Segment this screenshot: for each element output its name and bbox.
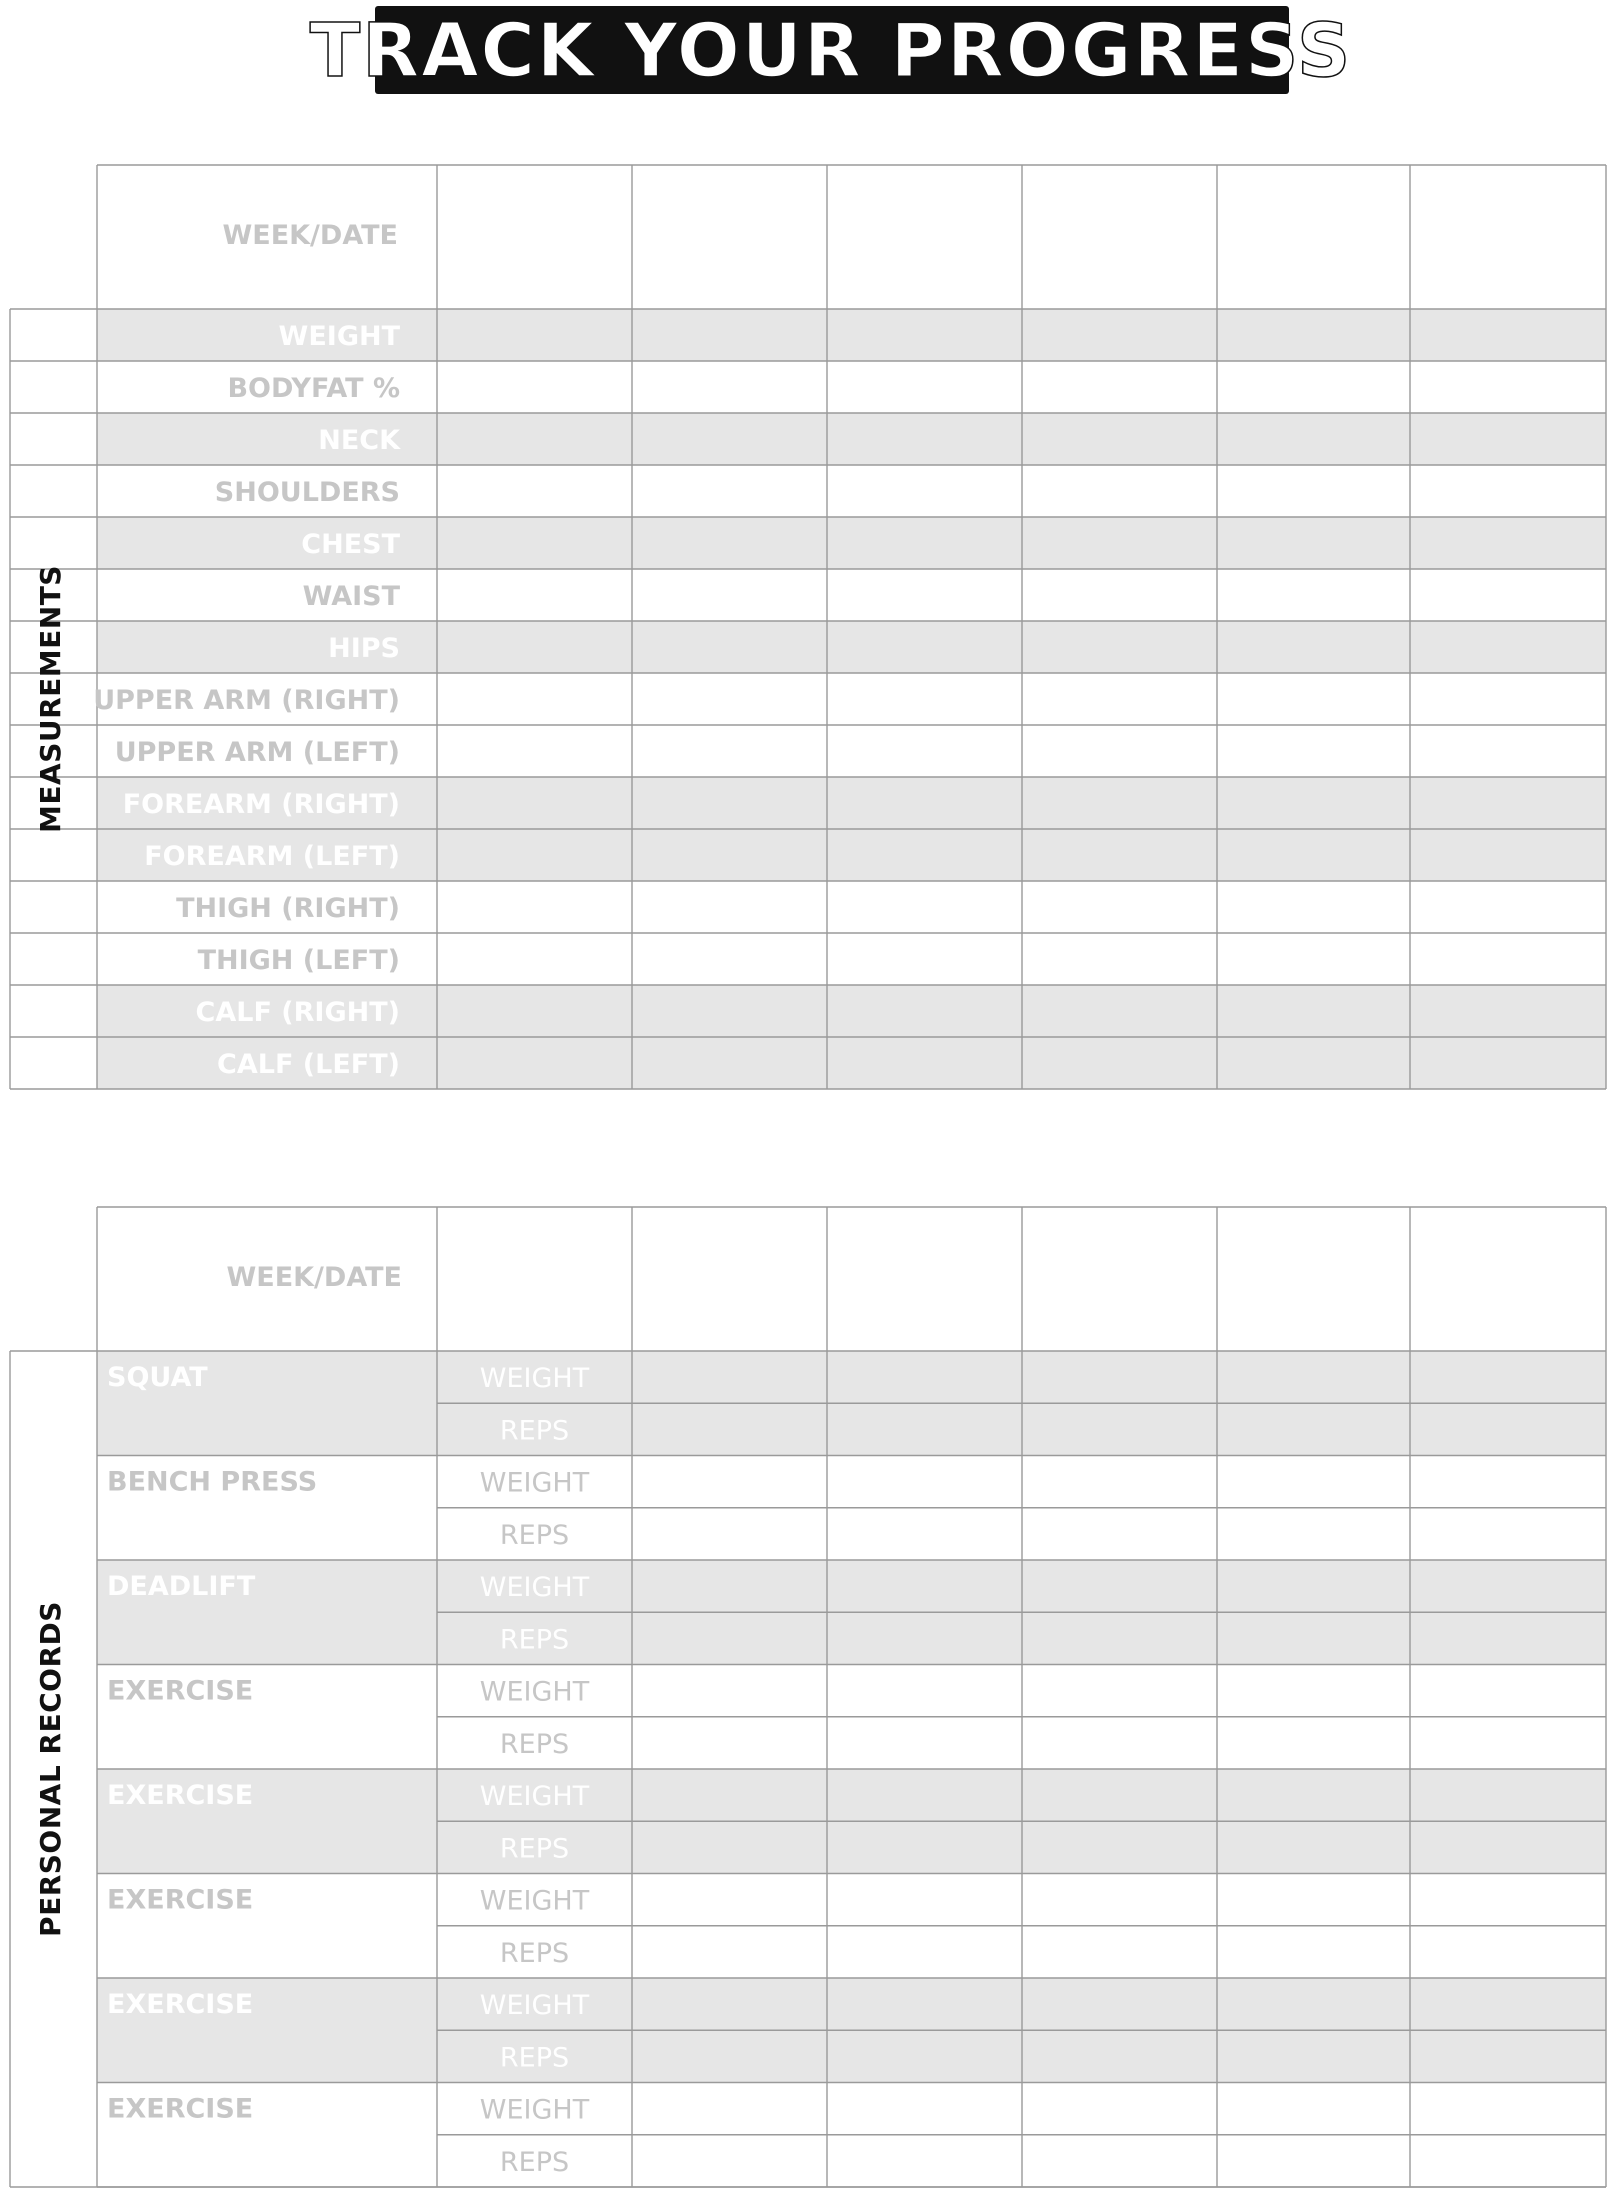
- weight-entry-cell[interactable]: [1219, 1771, 1408, 1819]
- reps-entry-cell[interactable]: [829, 1719, 1020, 1767]
- weight-entry-cell[interactable]: [829, 1458, 1020, 1506]
- weight-entry-cell[interactable]: [1219, 1667, 1408, 1715]
- personal-records-table: [10, 1207, 1606, 2187]
- measurement-row-label: SHOULDERS: [214, 477, 400, 508]
- reps-entry-cell[interactable]: [1412, 1405, 1604, 1453]
- weight-entry-cell[interactable]: [634, 1667, 825, 1715]
- personal-records-section-label: PERSONAL RECORDS: [34, 1601, 67, 1937]
- weight-sub-label: WEIGHT: [479, 1467, 590, 1499]
- measurement-entry-cell[interactable]: [1412, 467, 1604, 515]
- weight-entry-cell[interactable]: [1412, 1562, 1604, 1610]
- measurement-entry-cell[interactable]: [1024, 883, 1215, 931]
- measurements-table: [10, 165, 1606, 1089]
- measurement-entry-cell[interactable]: [1412, 519, 1604, 567]
- weight-entry-cell[interactable]: [634, 1353, 825, 1401]
- measurement-row-label: BODYFAT %: [227, 373, 400, 404]
- measurement-entry-cell[interactable]: [439, 987, 630, 1035]
- week-date-header: WEEK/DATE: [226, 1262, 402, 1293]
- measurement-entry-cell[interactable]: [1024, 467, 1215, 515]
- weight-entry-cell[interactable]: [1412, 1458, 1604, 1506]
- measurement-row-label: HIPS: [328, 633, 400, 664]
- measurements-section-label: MEASUREMENTS: [34, 565, 67, 833]
- measurement-row-label: WEIGHT: [278, 321, 400, 352]
- measurement-entry-cell[interactable]: [829, 571, 1020, 619]
- measurement-entry-cell[interactable]: [634, 571, 825, 619]
- exercise-label: EXERCISE: [107, 1780, 254, 1811]
- measurement-entry-cell[interactable]: [1219, 883, 1408, 931]
- reps-entry-cell[interactable]: [1219, 1719, 1408, 1767]
- measurement-entry-cell[interactable]: [1412, 1039, 1604, 1087]
- weight-entry-cell[interactable]: [1024, 1771, 1215, 1819]
- reps-entry-cell[interactable]: [829, 2137, 1020, 2185]
- reps-entry-cell[interactable]: [1219, 1823, 1408, 1871]
- measurement-entry-cell[interactable]: [1219, 623, 1408, 671]
- measurement-entry-cell[interactable]: [829, 623, 1020, 671]
- reps-entry-cell[interactable]: [1024, 2032, 1215, 2080]
- reps-entry-cell[interactable]: [1024, 1928, 1215, 1976]
- weight-entry-cell[interactable]: [634, 1876, 825, 1924]
- measurement-entry-cell[interactable]: [439, 467, 630, 515]
- measurement-entry-cell[interactable]: [1412, 987, 1604, 1035]
- measurement-row-label: NECK: [318, 425, 400, 456]
- exercise-label: SQUAT: [107, 1362, 208, 1393]
- measurement-entry-cell[interactable]: [829, 779, 1020, 827]
- exercise-label: BENCH PRESS: [107, 1466, 318, 1498]
- weight-sub-label: WEIGHT: [479, 1885, 590, 1917]
- measurement-entry-cell[interactable]: [1219, 467, 1408, 515]
- reps-entry-cell[interactable]: [1024, 2137, 1215, 2185]
- measurement-entry-cell[interactable]: [829, 883, 1020, 931]
- measurement-entry-cell[interactable]: [439, 363, 630, 411]
- measurement-entry-cell[interactable]: [1219, 779, 1408, 827]
- measurement-entry-cell[interactable]: [1024, 415, 1215, 463]
- reps-entry-cell[interactable]: [1024, 1510, 1215, 1558]
- weight-entry-cell[interactable]: [1024, 2085, 1215, 2133]
- measurement-entry-cell[interactable]: [634, 623, 825, 671]
- measurement-entry-cell[interactable]: [1412, 779, 1604, 827]
- measurement-row-label: THIGH (RIGHT): [176, 893, 400, 924]
- measurement-entry-cell[interactable]: [634, 831, 825, 879]
- reps-entry-cell[interactable]: [634, 1614, 825, 1662]
- measurement-entry-cell[interactable]: [1219, 675, 1408, 723]
- weight-entry-cell[interactable]: [829, 2085, 1020, 2133]
- weight-entry-cell[interactable]: [829, 1667, 1020, 1715]
- reps-entry-cell[interactable]: [829, 1823, 1020, 1871]
- measurement-entry-cell[interactable]: [1219, 1039, 1408, 1087]
- weight-entry-cell[interactable]: [1219, 2085, 1408, 2133]
- reps-entry-cell[interactable]: [634, 2032, 825, 2080]
- measurement-row-label: UPPER ARM (LEFT): [114, 737, 400, 768]
- reps-sub-label: REPS: [499, 1519, 570, 1551]
- measurement-entry-cell[interactable]: [1024, 571, 1215, 619]
- weight-entry-cell[interactable]: [1412, 1980, 1604, 2028]
- weight-entry-cell[interactable]: [634, 1562, 825, 1610]
- exercise-label: EXERCISE: [107, 1675, 254, 1707]
- measurement-entry-cell[interactable]: [439, 675, 630, 723]
- measurement-entry-cell[interactable]: [439, 571, 630, 619]
- measurement-entry-cell[interactable]: [1024, 727, 1215, 775]
- reps-entry-cell[interactable]: [1412, 1823, 1604, 1871]
- reps-entry-cell[interactable]: [634, 1405, 825, 1453]
- measurement-entry-cell[interactable]: [634, 519, 825, 567]
- measurement-entry-cell[interactable]: [1412, 883, 1604, 931]
- weight-entry-cell[interactable]: [1219, 1876, 1408, 1924]
- measurement-entry-cell[interactable]: [1219, 519, 1408, 567]
- measurement-entry-cell[interactable]: [1412, 727, 1604, 775]
- reps-entry-cell[interactable]: [634, 1510, 825, 1558]
- weight-sub-label: WEIGHT: [479, 1363, 590, 1395]
- reps-sub-label: REPS: [499, 1728, 570, 1760]
- measurement-entry-cell[interactable]: [439, 519, 630, 567]
- measurement-entry-cell[interactable]: [1024, 935, 1215, 983]
- measurement-entry-cell[interactable]: [1412, 675, 1604, 723]
- measurement-entry-cell[interactable]: [1219, 363, 1408, 411]
- weight-entry-cell[interactable]: [1024, 1353, 1215, 1401]
- reps-entry-cell[interactable]: [1219, 1614, 1408, 1662]
- measurement-entry-cell[interactable]: [634, 363, 825, 411]
- exercise-label: EXERCISE: [107, 1989, 254, 2020]
- weight-entry-cell[interactable]: [1219, 1980, 1408, 2028]
- measurement-entry-cell[interactable]: [1219, 727, 1408, 775]
- measurement-entry-cell[interactable]: [439, 1039, 630, 1087]
- reps-entry-cell[interactable]: [1412, 2032, 1604, 2080]
- reps-entry-cell[interactable]: [1219, 1510, 1408, 1558]
- measurement-entry-cell[interactable]: [439, 831, 630, 879]
- exercise-label: EXERCISE: [107, 1884, 254, 1916]
- measurement-row-label: CALF (RIGHT): [195, 997, 400, 1028]
- weight-entry-cell[interactable]: [1024, 1876, 1215, 1924]
- weight-entry-cell[interactable]: [829, 1980, 1020, 2028]
- measurement-entry-cell[interactable]: [1024, 987, 1215, 1035]
- exercise-label: DEADLIFT: [107, 1571, 256, 1602]
- weight-entry-cell[interactable]: [634, 1771, 825, 1819]
- reps-entry-cell[interactable]: [634, 1719, 825, 1767]
- measurement-entry-cell[interactable]: [829, 519, 1020, 567]
- reps-entry-cell[interactable]: [1412, 1510, 1604, 1558]
- weight-entry-cell[interactable]: [1024, 1562, 1215, 1610]
- measurement-entry-cell[interactable]: [1024, 831, 1215, 879]
- measurement-entry-cell[interactable]: [1412, 623, 1604, 671]
- measurement-entry-cell[interactable]: [829, 675, 1020, 723]
- weight-entry-cell[interactable]: [634, 1980, 825, 2028]
- measurement-entry-cell[interactable]: [634, 727, 825, 775]
- measurement-entry-cell[interactable]: [1219, 935, 1408, 983]
- measurement-entry-cell[interactable]: [1412, 571, 1604, 619]
- weight-sub-label: WEIGHT: [479, 1990, 590, 2022]
- weight-sub-label: WEIGHT: [479, 1781, 590, 1813]
- reps-entry-cell[interactable]: [1024, 1405, 1215, 1453]
- reps-entry-cell[interactable]: [829, 1928, 1020, 1976]
- weight-entry-cell[interactable]: [1412, 2085, 1604, 2133]
- reps-entry-cell[interactable]: [1412, 1928, 1604, 1976]
- weight-sub-label: WEIGHT: [479, 1676, 590, 1708]
- measurement-entry-cell[interactable]: [1024, 675, 1215, 723]
- measurement-entry-cell[interactable]: [829, 467, 1020, 515]
- weight-entry-cell[interactable]: [1219, 1458, 1408, 1506]
- measurement-entry-cell[interactable]: [1024, 779, 1215, 827]
- weight-entry-cell[interactable]: [1219, 1562, 1408, 1610]
- measurement-entry-cell[interactable]: [634, 935, 825, 983]
- measurement-entry-cell[interactable]: [1024, 363, 1215, 411]
- reps-entry-cell[interactable]: [1412, 1614, 1604, 1662]
- measurement-entry-cell[interactable]: [634, 883, 825, 931]
- weight-entry-cell[interactable]: [1412, 1353, 1604, 1401]
- reps-entry-cell[interactable]: [1024, 1614, 1215, 1662]
- measurement-entry-cell[interactable]: [634, 987, 825, 1035]
- measurement-entry-cell[interactable]: [634, 779, 825, 827]
- measurement-entry-cell[interactable]: [1219, 987, 1408, 1035]
- measurement-entry-cell[interactable]: [439, 883, 630, 931]
- weight-entry-cell[interactable]: [634, 2085, 825, 2133]
- weight-entry-cell[interactable]: [1024, 1980, 1215, 2028]
- measurement-entry-cell[interactable]: [829, 363, 1020, 411]
- weight-entry-cell[interactable]: [1219, 1353, 1408, 1401]
- reps-entry-cell[interactable]: [634, 1928, 825, 1976]
- measurement-entry-cell[interactable]: [1024, 1039, 1215, 1087]
- measurement-entry-cell[interactable]: [829, 987, 1020, 1035]
- measurement-entry-cell[interactable]: [829, 415, 1020, 463]
- week-date-header: WEEK/DATE: [222, 220, 398, 251]
- measurement-entry-cell[interactable]: [829, 311, 1020, 359]
- measurement-row-label: FOREARM (RIGHT): [122, 789, 400, 820]
- weight-sub-label: WEIGHT: [479, 2094, 590, 2126]
- measurement-entry-cell[interactable]: [634, 311, 825, 359]
- reps-entry-cell[interactable]: [829, 1510, 1020, 1558]
- measurement-entry-cell[interactable]: [829, 727, 1020, 775]
- measurement-row-label: UPPER ARM (RIGHT): [93, 685, 400, 716]
- weight-entry-cell[interactable]: [1412, 1771, 1604, 1819]
- measurement-entry-cell[interactable]: [829, 831, 1020, 879]
- reps-entry-cell[interactable]: [1412, 1719, 1604, 1767]
- measurement-entry-cell[interactable]: [1024, 311, 1215, 359]
- weight-entry-cell[interactable]: [1412, 1667, 1604, 1715]
- measurement-row-label: THIGH (LEFT): [197, 945, 400, 976]
- measurement-entry-cell[interactable]: [1024, 519, 1215, 567]
- reps-sub-label: REPS: [499, 2146, 570, 2178]
- measurement-entry-cell[interactable]: [634, 467, 825, 515]
- weight-entry-cell[interactable]: [829, 1353, 1020, 1401]
- reps-entry-cell[interactable]: [1024, 1719, 1215, 1767]
- reps-sub-label: REPS: [499, 1937, 570, 1969]
- measurement-entry-cell[interactable]: [1024, 623, 1215, 671]
- reps-entry-cell[interactable]: [1219, 1405, 1408, 1453]
- weight-entry-cell[interactable]: [829, 1562, 1020, 1610]
- exercise-label: EXERCISE: [107, 2093, 254, 2125]
- measurement-row-label: FOREARM (LEFT): [144, 841, 400, 872]
- measurement-row-label: CHEST: [301, 529, 400, 560]
- page-title: TRACK YOUR PROGRESS: [309, 8, 1353, 94]
- weight-sub-label: WEIGHT: [479, 1572, 590, 1604]
- measurement-entry-cell[interactable]: [634, 1039, 825, 1087]
- reps-entry-cell[interactable]: [1024, 1823, 1215, 1871]
- reps-entry-cell[interactable]: [1219, 2137, 1408, 2185]
- measurement-entry-cell[interactable]: [1412, 311, 1604, 359]
- reps-sub-label: REPS: [499, 1833, 570, 1865]
- reps-entry-cell[interactable]: [634, 1823, 825, 1871]
- reps-entry-cell[interactable]: [829, 1614, 1020, 1662]
- measurement-entry-cell[interactable]: [634, 415, 825, 463]
- measurement-entry-cell[interactable]: [1219, 311, 1408, 359]
- reps-entry-cell[interactable]: [829, 1405, 1020, 1453]
- reps-entry-cell[interactable]: [1219, 1928, 1408, 1976]
- reps-sub-label: REPS: [499, 1624, 570, 1656]
- measurement-entry-cell[interactable]: [439, 935, 630, 983]
- reps-entry-cell[interactable]: [1219, 2032, 1408, 2080]
- reps-sub-label: REPS: [499, 2042, 570, 2074]
- measurement-entry-cell[interactable]: [439, 311, 630, 359]
- weight-entry-cell[interactable]: [634, 1458, 825, 1506]
- measurement-entry-cell[interactable]: [1412, 935, 1604, 983]
- measurement-row-label: WAIST: [302, 581, 400, 612]
- measurement-entry-cell[interactable]: [1412, 363, 1604, 411]
- measurement-entry-cell[interactable]: [1412, 831, 1604, 879]
- measurement-entry-cell[interactable]: [439, 623, 630, 671]
- measurement-entry-cell[interactable]: [634, 675, 825, 723]
- measurement-entry-cell[interactable]: [829, 1039, 1020, 1087]
- reps-entry-cell[interactable]: [829, 2032, 1020, 2080]
- measurement-entry-cell[interactable]: [1219, 415, 1408, 463]
- measurement-entry-cell[interactable]: [439, 415, 630, 463]
- measurement-entry-cell[interactable]: [1412, 415, 1604, 463]
- measurement-entry-cell[interactable]: [829, 935, 1020, 983]
- reps-sub-label: REPS: [499, 1415, 570, 1447]
- weight-entry-cell[interactable]: [829, 1876, 1020, 1924]
- weight-entry-cell[interactable]: [1024, 1458, 1215, 1506]
- weight-entry-cell[interactable]: [829, 1771, 1020, 1819]
- measurement-row-label: CALF (LEFT): [217, 1049, 400, 1080]
- measurement-entry-cell[interactable]: [439, 727, 630, 775]
- measurement-entry-cell[interactable]: [1219, 571, 1408, 619]
- reps-entry-cell[interactable]: [1412, 2137, 1604, 2185]
- weight-entry-cell[interactable]: [1024, 1667, 1215, 1715]
- measurement-entry-cell[interactable]: [439, 779, 630, 827]
- reps-entry-cell[interactable]: [634, 2137, 825, 2185]
- measurement-entry-cell[interactable]: [1219, 831, 1408, 879]
- weight-entry-cell[interactable]: [1412, 1876, 1604, 1924]
